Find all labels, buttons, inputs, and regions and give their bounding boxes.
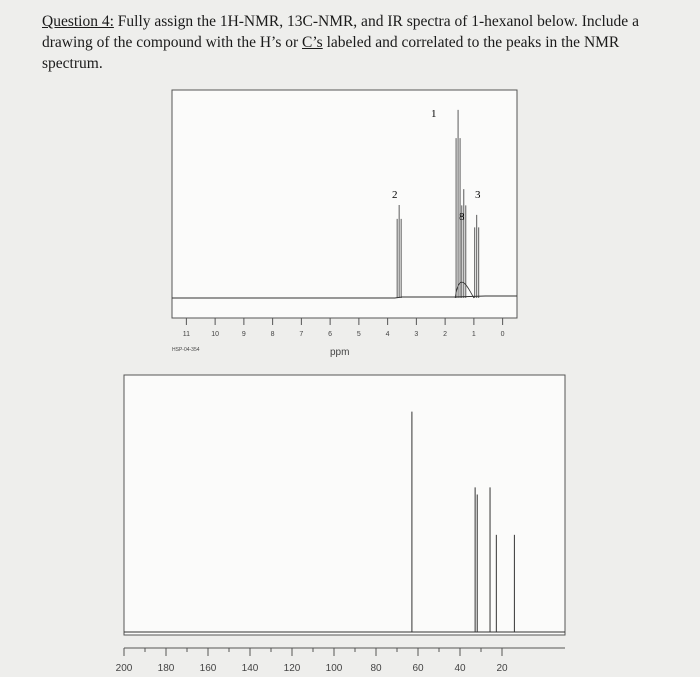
c-nmr-tick-label: 180 [157, 663, 175, 674]
c-nmr-tick-label: 120 [283, 663, 301, 674]
h-peak-label-3: 3 [475, 189, 481, 201]
question-label: Question 4: [42, 13, 114, 30]
c-nmr-tick-label: 140 [241, 663, 259, 674]
c-nmr-frame [124, 375, 565, 635]
h-nmr-tick-label: 10 [211, 331, 220, 338]
question-body-end: labeled and correlated to the peaks in the NMR spectrum. [42, 34, 620, 72]
c-nmr-tick-label: 200 [115, 663, 133, 674]
h-peak-label-8: 8 [459, 211, 465, 223]
h-nmr-tick-label: 2 [443, 331, 448, 338]
h-nmr-tick-label: 6 [328, 331, 333, 338]
c-nmr-axis [116, 648, 565, 674]
c-nmr-tick-label: 160 [199, 663, 217, 674]
question-body: Fully assign the 1H-NMR, 13C-NMR, and IR spectra of 1-hexanol below. Include a drawing of the compound with the H’s or [42, 13, 639, 51]
c-nmr-tick-label: 20 [496, 663, 508, 674]
c-nmr-tick-label: 60 [412, 663, 424, 674]
question-cs: C’s [302, 34, 323, 51]
h-nmr-tick-label: 7 [299, 331, 304, 338]
c-nmr-tick-label: 100 [325, 663, 343, 674]
h-nmr-tick-label: 4 [385, 331, 390, 338]
c-nmr-tick-label: 80 [370, 663, 382, 674]
c-nmr-tick-label: 40 [454, 663, 466, 674]
h-peak-label-2: 2 [392, 189, 398, 201]
h-nmr-tick-label: 8 [270, 331, 275, 338]
c-nmr-spectrum [116, 375, 565, 674]
h-nmr-tick-label: 3 [414, 331, 419, 338]
h-nmr-spectrum [172, 90, 517, 358]
h-nmr-tick-label: 5 [356, 331, 361, 338]
h-nmr-tick-label: 11 [182, 331, 191, 338]
h-nmr-tick-label: 9 [241, 331, 246, 338]
h-nmr-tick-label: 0 [500, 331, 505, 338]
h-nmr-sample-id: HSP-04-354 [172, 347, 200, 353]
h-nmr-axis-label: ppm [330, 347, 350, 358]
h-nmr-tick-label: 1 [471, 331, 476, 338]
h-nmr-axis [172, 318, 517, 338]
h-peak-label-1: 1 [431, 108, 437, 120]
